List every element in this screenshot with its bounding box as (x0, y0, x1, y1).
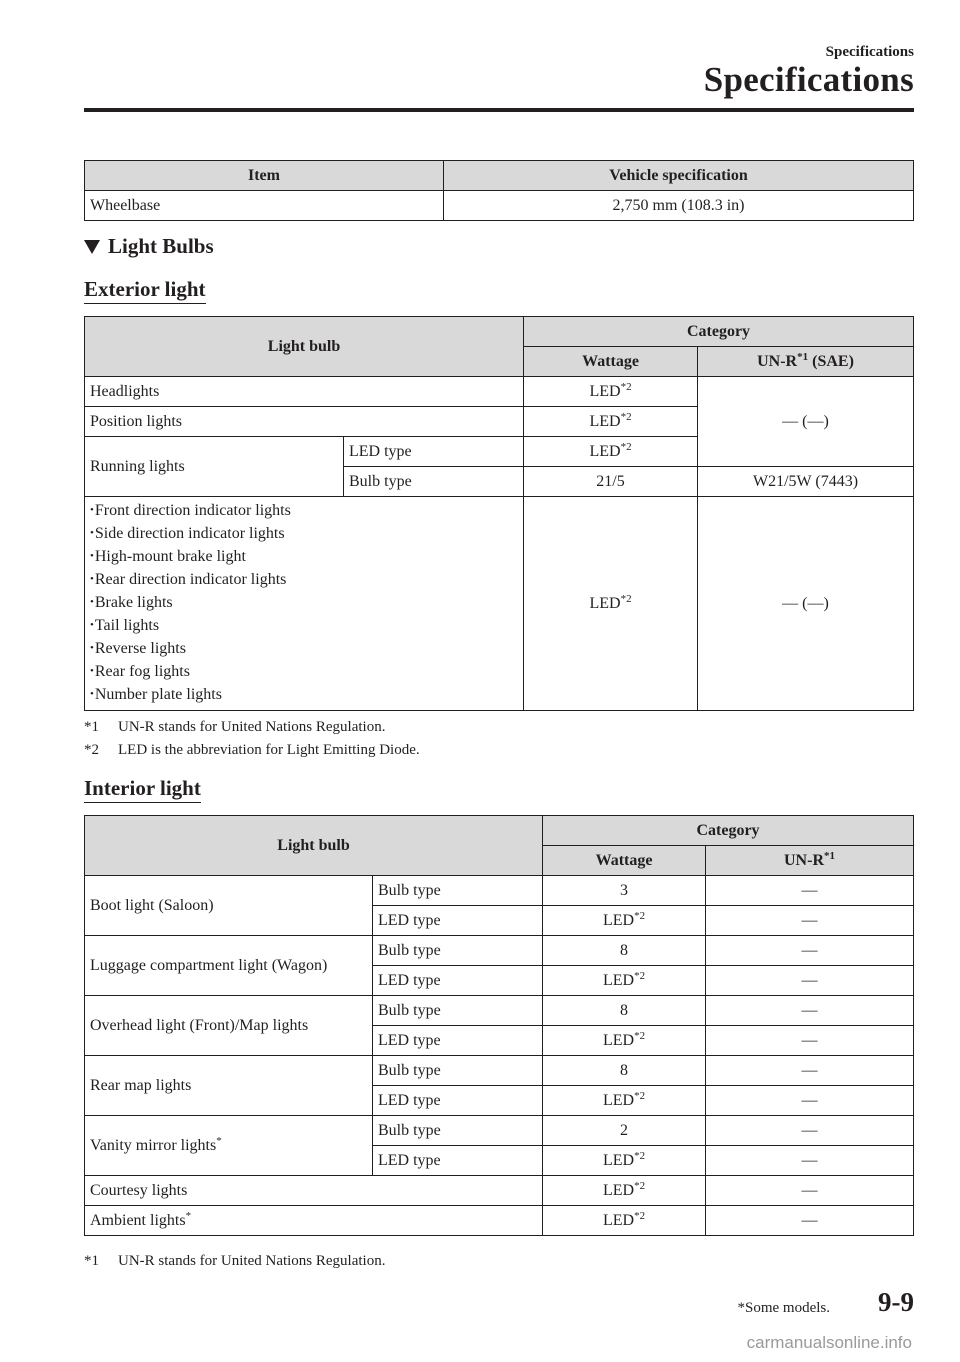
wattage-value: 2 (543, 1116, 706, 1146)
wheelbase-value: 2,750 mm (108.3 in) (444, 191, 914, 221)
ambient-lights-label: Ambient lights* (85, 1206, 543, 1236)
led-type-label: LED type (373, 1086, 543, 1116)
led-type-label: LED type (373, 966, 543, 996)
unr-value: — (706, 906, 914, 936)
unr-dash-merged: — (—) (698, 377, 914, 467)
interior-light-table (84, 815, 914, 1236)
table-row (85, 497, 914, 711)
running-led-type: LED type (344, 437, 524, 467)
table-row (85, 876, 914, 906)
wattage-value: 8 (543, 936, 706, 966)
light-bulbs-heading (84, 234, 214, 259)
wattage-value: 3 (543, 876, 706, 906)
unr-value: — (706, 936, 914, 966)
signal-lights-list (85, 497, 524, 711)
footnote-1: *1 UN-R stands for United Nations Regulation. (84, 719, 386, 735)
footnote-1-interior: *1 UN-R stands for United Nations Regulation. (84, 1253, 386, 1269)
page-number: 9-9 (878, 1287, 914, 1317)
bulb-type-label: Bulb type (373, 936, 543, 966)
wattage-value: 8 (543, 996, 706, 1026)
bulb-type-label: Bulb type (373, 996, 543, 1026)
exterior-light-heading: Exterior light (84, 277, 206, 304)
light-bulbs-heading-text: Light Bulbs (108, 234, 214, 258)
table-row (85, 1176, 914, 1206)
unr-value: — (706, 1026, 914, 1056)
header-rule (84, 108, 914, 112)
header-category: Category (524, 317, 914, 347)
header-unr: $UN-R^{*1}$ (706, 846, 914, 876)
unr-value: — (706, 1176, 914, 1206)
unr-value: — (706, 1206, 914, 1236)
running-bulb-wattage: 21/5 (524, 467, 698, 497)
position-lights-label: Position lights (85, 407, 524, 437)
col-header-vehicle-spec: Vehicle specification (444, 161, 914, 191)
table-row (85, 377, 914, 407)
list-item: • Rear direction indicator lights (90, 569, 518, 592)
list-item: • Side direction indicator lights (90, 523, 518, 546)
wattage-value: LED$^{*2}$ (543, 906, 706, 936)
unr-value: — (706, 876, 914, 906)
table-row (85, 1206, 914, 1236)
wattage-value: LED$^{*2}$ (543, 1206, 706, 1236)
bulb-type-label: Bulb type (373, 1116, 543, 1146)
overhead-light-label: Overhead light (Front)/Map lights (85, 996, 373, 1056)
vanity-mirror-lights-label: Vanity mirror lights* (85, 1116, 373, 1176)
dimensions-table (84, 160, 914, 221)
wattage-value: LED$^{*2}$ (543, 1026, 706, 1056)
unr-value: — (706, 1146, 914, 1176)
exterior-light-table (84, 316, 914, 711)
table-row (85, 1116, 914, 1146)
col-header-item: Item (85, 161, 444, 191)
led-type-label: LED type (373, 1146, 543, 1176)
signal-lights-unr: — (—) (698, 497, 914, 711)
courtesy-lights-label: Courtesy lights (85, 1176, 543, 1206)
signal-lights-wattage: LED$^{*2}$ (524, 497, 698, 711)
running-bulb-unr: W21/5W (7443) (698, 467, 914, 497)
table-row (85, 1056, 914, 1086)
wattage-value: 8 (543, 1056, 706, 1086)
list-item: • Tail lights (90, 615, 518, 638)
unr-value: — (706, 996, 914, 1026)
wattage-value: LED$^{*2}$ (543, 1176, 706, 1206)
list-item: • Front direction indicator lights (90, 500, 518, 523)
list-item: • Reverse lights (90, 638, 518, 661)
headlights-wattage: LED$^{*2}$ (524, 377, 698, 407)
headlights-label: Headlights (85, 377, 524, 407)
wattage-value: LED$^{*2}$ (543, 1086, 706, 1116)
table-header-row (85, 161, 914, 191)
table-row (85, 191, 914, 221)
triangle-bullet-icon (84, 240, 100, 254)
position-lights-wattage: LED$^{*2}$ (524, 407, 698, 437)
list-item: • Rear fog lights (90, 661, 518, 684)
bulb-type-label: Bulb type (373, 876, 543, 906)
table-row (85, 996, 914, 1026)
boot-light-label: Boot light (Saloon) (85, 876, 373, 936)
running-lights-label: Running lights (85, 437, 344, 497)
header-wattage: Wattage (524, 347, 698, 377)
header-category: Category (543, 816, 914, 846)
bulb-type-label: Bulb type (373, 1056, 543, 1086)
interior-light-heading: Interior light (84, 776, 201, 803)
luggage-light-label: Luggage compartment light (Wagon) (85, 936, 373, 996)
wattage-value: LED$^{*2}$ (543, 966, 706, 996)
list-item: • High-mount brake light (90, 546, 518, 569)
wheelbase-label: Wheelbase (85, 191, 444, 221)
list-item: • Number plate lights (90, 684, 518, 707)
unr-value: — (706, 1086, 914, 1116)
running-header-section: Specifications (825, 44, 914, 60)
table-row (85, 936, 914, 966)
led-type-label: LED type (373, 906, 543, 936)
header-unr-sae: $UN-R^{*1}$ (SAE) (698, 347, 914, 377)
header-light-bulb: Light bulb (85, 816, 543, 876)
rear-map-lights-label: Rear map lights (85, 1056, 373, 1116)
unr-value: — (706, 966, 914, 996)
some-models-note: *Some models. (737, 1300, 830, 1316)
list-item: • Brake lights (90, 592, 518, 615)
unr-value: — (706, 1056, 914, 1086)
unr-value: — (706, 1116, 914, 1146)
running-led-wattage: LED$^{*2}$ (524, 437, 698, 467)
header-light-bulb: Light bulb (85, 317, 524, 377)
led-type-label: LED type (373, 1026, 543, 1056)
footnote-2: *2 LED is the abbreviation for Light Emitting Diode. (84, 742, 420, 758)
running-bulb-type: Bulb type (344, 467, 524, 497)
header-wattage: Wattage (543, 846, 706, 876)
wattage-value: LED$^{*2}$ (543, 1146, 706, 1176)
running-header-title: Specifications (703, 60, 914, 99)
watermark: carmanualsonline.info (746, 1333, 912, 1352)
